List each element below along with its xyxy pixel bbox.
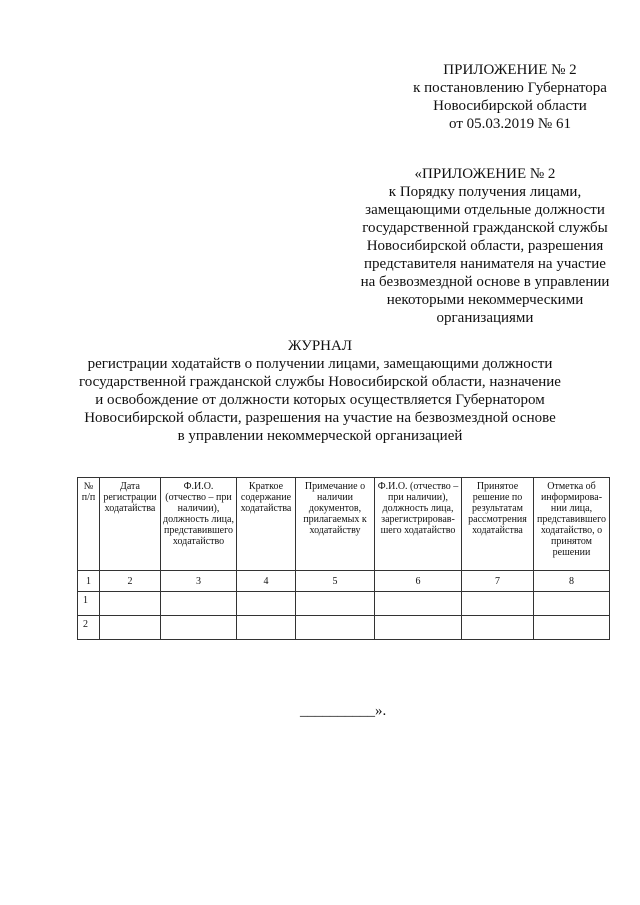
appendix-header (390, 61, 630, 133)
table-cell (237, 616, 296, 640)
column-number: 6 (375, 571, 462, 592)
appendix-inner-line: организациями (436, 310, 534, 326)
header-decision: Принятое решение по результатам рассмотрения ходатайства (462, 478, 534, 571)
table-cell (161, 592, 237, 616)
table-header-row (78, 478, 610, 571)
header-notification-mark: Отметка об информирова-нии лица, представившего ходатайство, о принятом решении (534, 478, 610, 571)
column-number: 2 (100, 571, 161, 592)
table-cell: 2 (78, 616, 100, 640)
closing-mark: __________». (300, 703, 387, 719)
journal-subtitle-line: государственной гражданской службы Новосибирской области, назначение (79, 374, 561, 390)
column-number: 3 (161, 571, 237, 592)
journal-subtitle-line: Новосибирской области, разрешения на участие на безвозмездной основе (84, 410, 556, 426)
table-cell (296, 592, 375, 616)
table-cell (375, 616, 462, 640)
appendix-line: к постановлению Губернатора (413, 80, 607, 96)
header-applicant-name: Ф.И.О. (отчество – при наличии), должность лица, представившего ходатайство (161, 478, 237, 571)
column-number-row (78, 571, 610, 592)
table-cell (534, 616, 610, 640)
table-cell (161, 616, 237, 640)
header-registration-date: Дата регистрации ходатайства (100, 478, 161, 571)
table-cell (237, 592, 296, 616)
appendix-line: от 05.03.2019 № 61 (449, 116, 571, 132)
journal-heading (60, 337, 580, 445)
table-cell (375, 592, 462, 616)
appendix-inner-line: представителя нанимателя на участие (364, 256, 606, 272)
appendix-inner-line: некоторыми некоммерческими (386, 292, 584, 308)
journal-subtitle-line: в управлении некоммерческой организацией (177, 428, 463, 444)
header-number: № п/п (78, 478, 100, 571)
column-number: 1 (78, 571, 100, 592)
table-cell (462, 616, 534, 640)
appendix-inner-line: Новосибирской области, разрешения (366, 238, 604, 254)
header-summary: Краткое содержание ходатайства (237, 478, 296, 571)
header-attached-documents: Примечание о наличии документов, прилагаемых к ходатайству (296, 478, 375, 571)
column-number: 4 (237, 571, 296, 592)
appendix-inner-line: на безвозмездной основе в управлении (360, 274, 610, 290)
appendix-inner-line: замещающими отдельные должности (365, 202, 605, 218)
column-number: 7 (462, 571, 534, 592)
appendix-inner-line: к Порядку получения лицами, (388, 184, 582, 200)
column-number: 5 (296, 571, 375, 592)
appendix-inner-header (330, 165, 640, 327)
appendix-inner-line: «ПРИЛОЖЕНИЕ № 2 (414, 166, 556, 182)
column-number: 8 (534, 571, 610, 592)
journal-subtitle-line: и освобождение от должности которых осуществляется Губернатором (95, 392, 545, 408)
appendix-line: Новосибирской области (433, 98, 587, 114)
registration-table (77, 477, 610, 640)
table-row (78, 592, 610, 616)
journal-title: ЖУРНАЛ (287, 338, 353, 354)
table-cell: 1 (78, 592, 100, 616)
appendix-inner-line: государственной гражданской службы (362, 220, 608, 236)
table-cell (100, 616, 161, 640)
appendix-line: ПРИЛОЖЕНИЕ № 2 (443, 62, 577, 78)
table-cell (462, 592, 534, 616)
table-cell (296, 616, 375, 640)
table-row (78, 616, 610, 640)
table-cell (100, 592, 161, 616)
journal-subtitle-line: регистрации ходатайств о получении лицами, замещающими должности (87, 356, 553, 372)
table-cell (534, 592, 610, 616)
header-registrar-name: Ф.И.О. (отчество – при наличии), должность лица, зарегистрировав-шего ходатайство (375, 478, 462, 571)
